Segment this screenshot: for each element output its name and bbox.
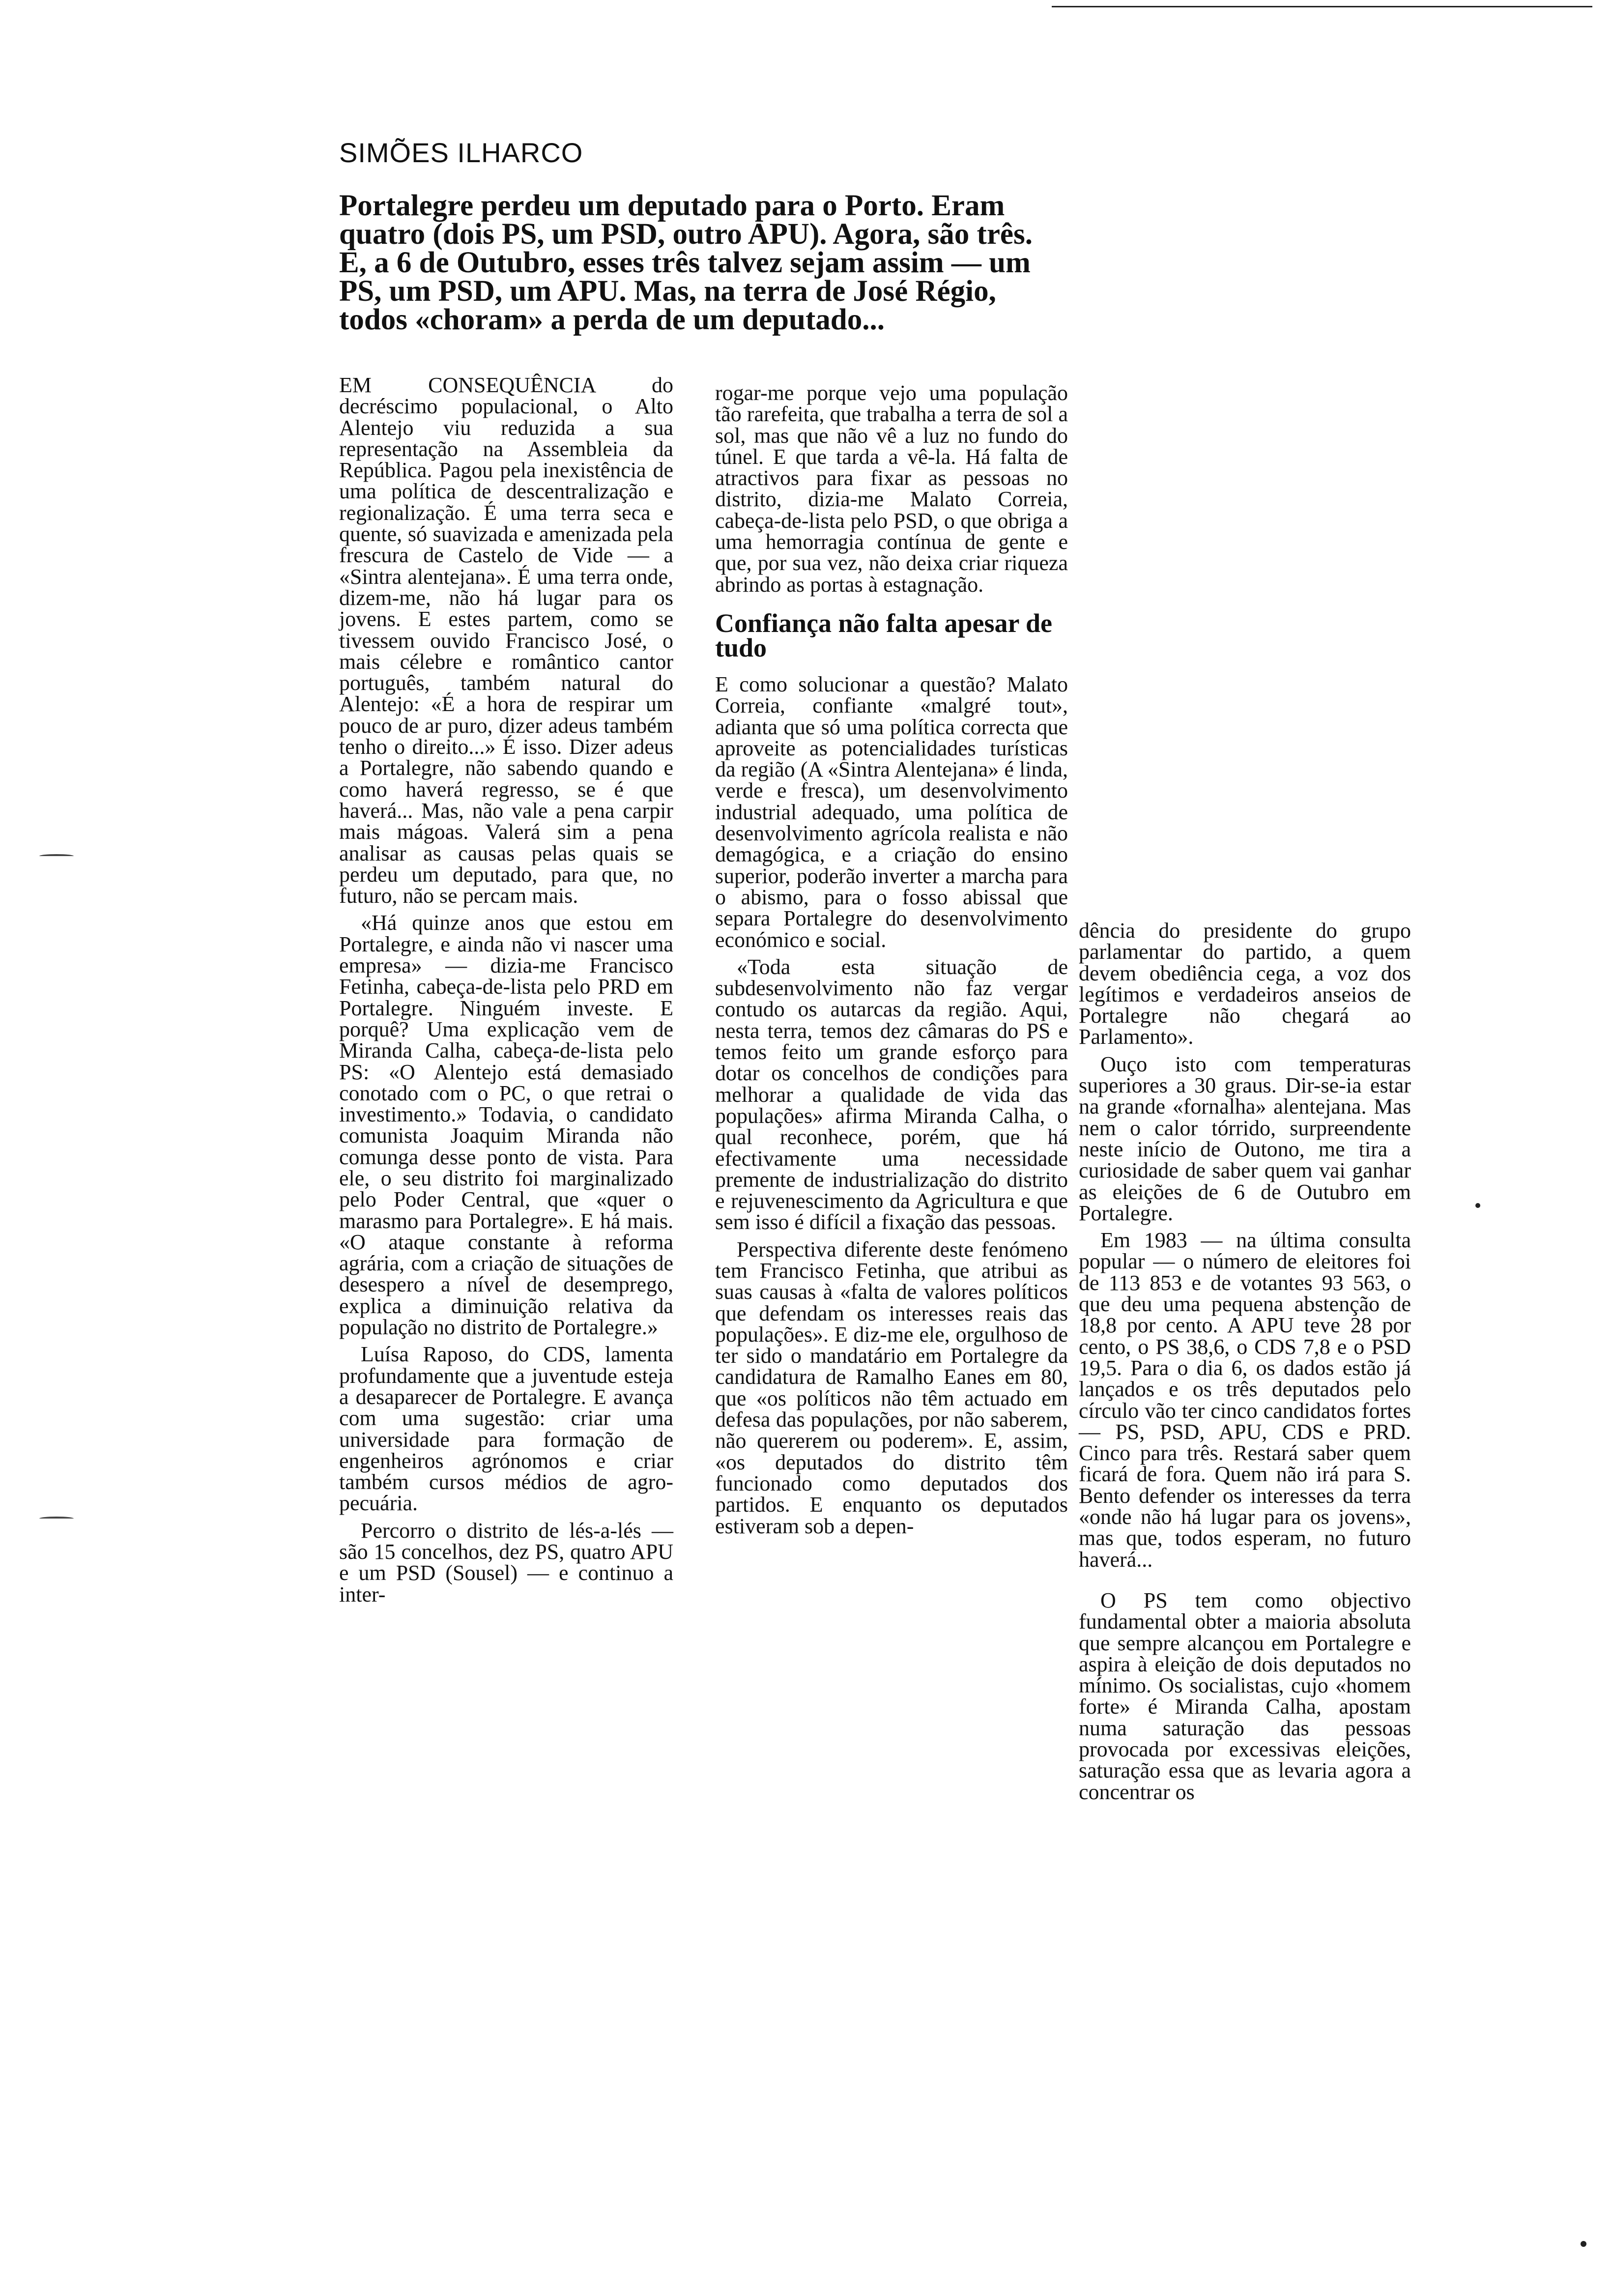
column-1 (339, 374, 673, 1605)
paragraph: Em 1983 — na última consulta popular — o número de eleitores foi de 113 853 e de votantes 93 563, o que deu uma pequena abstenção de 18,8 por cento. A APU teve 28 por cento, o PS 38,6, o CDS 7,8 e o PSD 19,5. Para o dia 6, os dados estão já lançados e os três deputados pelo círculo vão ter cinco candidatos fortes — PS, PSD, APU, CDS e PRD. Cinco para três. Restará saber quem ficará de fora. Quem não irá para S. Bento defender os interesses da terra «onde não há lugar para os jovens», mas que, todos esperam, no futuro haverá... (1079, 1228, 1411, 1572)
column-3 (1079, 920, 1411, 1803)
author-byline: SIMÕES ILHARCO (339, 137, 583, 168)
subheading: Confiança não falta apesar de tudo (715, 608, 1053, 662)
paragraph: dência do presidente do grupo parlamentar do partido, a quem devem obediência cega, a voz dos legítimos e verdadeiros anseios de Portalegre não chegará ao Parlamento». (1079, 918, 1411, 1049)
paragraph: Luísa Raposo, do CDS, lamenta profundamente que a juventude esteja a desaparecer de Portalegre. E avança com uma sugestão: criar uma universidade para formação de engenheiros agrónomos e criar também cursos médios de agro-pecuária. (339, 1342, 673, 1516)
speck-mark (1581, 2241, 1586, 2247)
column-2 (715, 382, 1068, 1537)
paragraph: EM CONSEQUÊNCIA do decréscimo populacional, o Alto Alentejo viu reduzida a sua representação na Assembleia da República. Pagou pela inexistência de uma política de descentralização e regionalização. É uma terra seca e quente, só suavizada e amenizada pela frescura de Castelo de Vide — a «Sintra alentejana». É uma terra onde, dizem-me, não há lugar para os jovens. E estes partem, como se tivessem ouvido Francisco José, o mais célebre e romântico cantor português, também natural do Alentejo: «É a hora de respirar um pouco de ar puro, dizer adeus também tenho o direito...» É isso. Dizer adeus a Portalegre, não sabendo quando e como haverá regresso, se é que haverá... Mas, não vale a pena carpir mais mágoas. Valerá sim a pena analisar as causas pelas quais se perdeu um deputado, para que, no futuro, não se percam mais. (339, 373, 673, 908)
paragraph: rogar-me porque vejo uma população tão rarefeita, que trabalha a terra de sol a sol, mas que não vê a luz no fundo do túnel. E que tarda a vê-la. Há falta de atractivos para fixar as pessoas no distrito, dizia-me Malato Correia, cabeça-de-lista pelo PSD, o que obriga a uma hemorragia contínua de gente e que, por sua vez, não deixa criar riqueza abrindo as portas à estagnação. (715, 381, 1068, 597)
margin-mark (39, 854, 74, 858)
paragraph: Ouço isto com temperaturas superiores a 30 graus. Dir-se-ia estar na grande «fornalha» alentejana. Mas nem o calor tórrido, surpreendente neste início de Outono, me tira a curiosidade de saber quem vai ganhar as eleições de 6 de Outubro em Portalegre. (1079, 1052, 1411, 1225)
paragraph: Perspectiva diferente deste fenómeno tem Francisco Fetinha, que atribui as suas causas à «falta de valores políticos que defendam os interesses reais das populações». E diz-me ele, orgulhoso de ter sido o mandatário em Portalegre da candidatura de Ramalho Eanes em 80, que «os políticos não têm actuado em defesa das populações, por não saberem, não quererem ou poderem». E, assim, «os deputados do distrito têm funcionado como deputados dos partidos. E enquanto os deputados estiveram sob a depen- (715, 1237, 1068, 1538)
paragraph: «Há quinze anos que estou em Portalegre, e ainda não vi nascer uma empresa» — dizia-me Francisco Fetinha, cabeça-de-lista pelo PRD em Portalegre. Ninguém investe. E porquê? Uma explicação vem de Miranda Calha, cabeça-de-lista pelo PS: «O Alentejo está demasiado conotado com o PC, o que retrai o investimento.» Todavia, o candidato comunista Joaquim Miranda não comunga desse ponto de vista. Para ele, o seu distrito foi marginalizado pelo Poder Central, que «quer o marasmo para Portalegre». E há mais. «O ataque constante à reforma agrária, com a criação de situações de desespero a nível de desemprego, explica a diminuição relativa da população no distrito de Portalegre.» (339, 911, 673, 1340)
article-lede: Portalegre perdeu um deputado para o Porto. Eram quatro (dois PS, um PSD, outro APU). Agora, são três. E, a 6 de Outubro, esses três talvez sejam assim — um PS, um PSD, um APU. Mas, na terra de José Régio, todos «choram» a perda de um deputado... (339, 189, 1033, 336)
paragraph: E como solucionar a questão? Malato Correia, confiante «malgré tout», adianta que só uma política correcta que aproveite as potencialidades turísticas da região (A «Sintra Alentejana» é linda, verde e fresca), um desenvolvimento industrial adequado, uma política de desenvolvimento agrícola realista e não demagógica, e a criação do ensino superior, poderão inverter a marcha para o abismo, para o fosso abissal que separa Portalegre do desenvolvimento económico e social. (715, 672, 1068, 952)
paragraph: Percorro o distrito de lés-a-lés — são 15 concelhos, dez PS, quatro APU e um PSD (Sousel) — e continuo a inter- (339, 1518, 673, 1607)
paragraph: «Toda esta situação de subdesenvolvimento não faz vergar contudo os autarcas da região. Aqui, nesta terra, temos dez câmaras do PS e temos feito um grande esforço para dotar os concelhos de condições para melhorar a qualidade de vida das populações» afirma Miranda Calha, o qual reconhece, porém, que há efectivamente uma necessidade premente de industrialização do distrito e rejuvenescimento da Agricultura e que sem isso é difícil a fixação das pessoas. (715, 954, 1068, 1234)
top-rule (1052, 6, 1592, 7)
speck-mark (1475, 1203, 1480, 1208)
margin-mark (39, 1517, 74, 1521)
paragraph: O PS tem como objectivo fundamental obter a maioria absoluta que sempre alcançou em Portalegre e aspira à eleição de dois deputados no mínimo. Os socialistas, cujo «homem forte» é Miranda Calha, apostam numa saturação das pessoas provocada por excessivas eleições, saturação essa que as levaria agora a concentrar os (1079, 1588, 1411, 1804)
